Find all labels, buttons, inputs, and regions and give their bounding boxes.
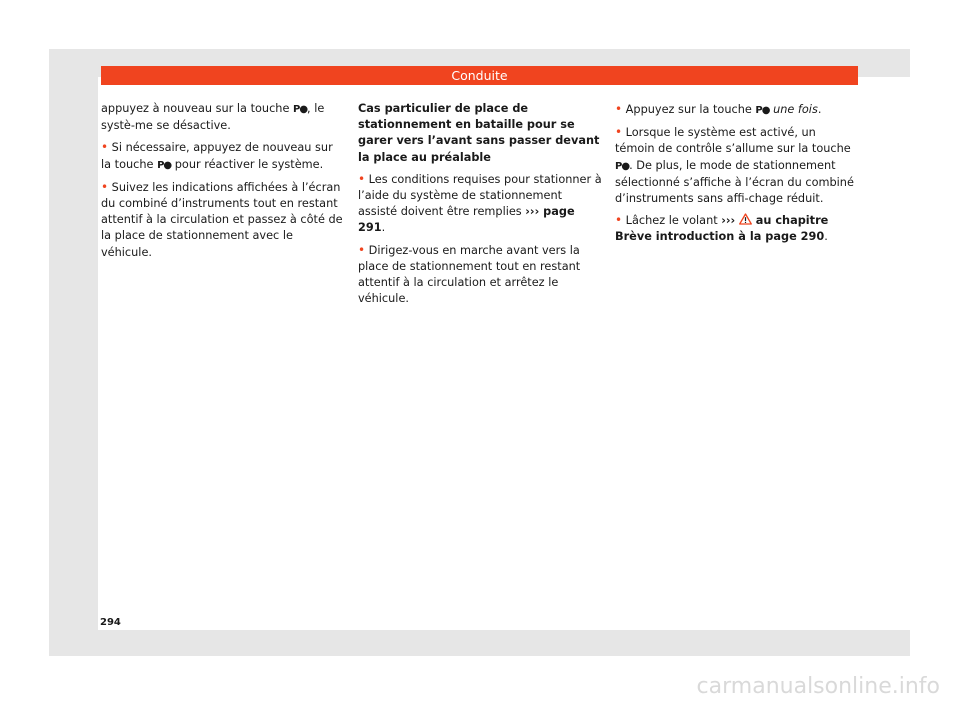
list-item: • Dirigez-vous en marche avant vers la place de stationnement tout en restant attentif à la circulation et arrêtez le véhicule.: [358, 242, 581, 306]
bullet-icon: •: [615, 213, 623, 228]
bullet-icon: •: [101, 179, 109, 194]
page-reference-link[interactable]: ››› page 291: [358, 205, 575, 235]
chapter-reference-link[interactable]: au chapitre Brève introduction à la page 290: [615, 214, 829, 244]
bullet-icon: •: [615, 102, 623, 116]
park-assist-key-icon: P●: [292, 104, 308, 115]
watermark: carmanualsonline.info: [696, 674, 940, 699]
bullet-icon: •: [358, 242, 366, 257]
section-heading: Cas particulier de place de stationnement en bataille pour se garer vers l’avant sans passer devant la place au préalable: [358, 102, 600, 164]
text-column-3: [615, 101, 859, 251]
park-assist-key-icon: P●: [755, 105, 770, 116]
text-column-1: [101, 101, 345, 266]
bullet-icon: •: [101, 140, 109, 155]
list-item: • Suivez les indications affichées à l’écran du combiné d’instruments tout en restant attentif à la circulation et passez à côté de la place de stationnement avec le véhicule.: [101, 179, 343, 259]
list-item: • Lâchez le volant ››› au chapitre Brève introduction à la page 290.: [615, 213, 829, 244]
park-assist-key-icon: P●: [157, 159, 172, 171]
page-number: 294: [100, 617, 121, 628]
list-item: • Les conditions requises pour stationner à l’aide du système de stationnement assisté doivent être remplies ››› page 291.: [358, 171, 602, 235]
chapter-header: Conduite: [101, 66, 858, 85]
bullet-icon: •: [615, 125, 623, 140]
park-assist-key-icon: P●: [615, 160, 630, 172]
paragraph: appuyez à nouveau sur la touche P●, le systè-me se désactive.: [101, 102, 325, 133]
text-column-2: [358, 101, 602, 312]
list-item: • Si nécessaire, appuyez de nouveau sur la touche P● pour réactiver le système.: [101, 139, 345, 173]
warning-triangle-icon: [739, 213, 752, 225]
list-item: • Appuyez sur la touche P● une fois.: [615, 101, 859, 119]
bullet-icon: •: [358, 171, 366, 186]
list-item: • Lorsque le système est activé, un témoin de contrôle s’allume sur la touche P●. De plus, le mode de stationnement sélectionné s’affiche à l’écran du combiné d’instruments sans affi-chage réduit.: [615, 125, 854, 206]
